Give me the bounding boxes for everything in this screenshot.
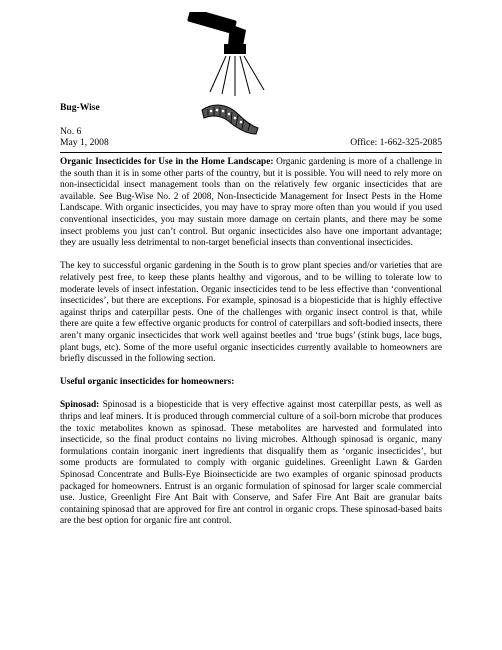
office-phone: Office: 1-662-325-2085 [350,137,442,148]
intro-paragraph [60,157,442,250]
section-heading: Useful organic insecticides for homeowners: [60,377,235,388]
spinosad-text: Spinosad is a biopesticide that is very effective against most caterpillar pests, as well as thrips and leaf miners. It is produced through commercial culture of a soil-born microbe that produces the toxic metabolites known as spinosad. These metabolites are harvested and formulated into insecticide, so the final product contains no living microbes. Although spinosad is organic, many formulations contain inorganic inert ingredients that disqualify them as ‘organic insecticides’, but some products are formulated to comply with organic guidelines. Greenlight Lawn & Garden Spinosad Concentrate and Bulls-Eye Bioinsecticide are two examples of organic spinosad products packaged for homeowners. Entrust is an organic formulation of spinosad for larger scale commercial use. Justice, Greenlight Fire Ant Bait with Conserve, and Safer Fire Ant Bait are granular baits containing spinosad that are approved for fire ant control in organic crops. These spinosad-based baits are the best option for organic fire ant control. [60,400,442,527]
key-paragraph: The key to successful organic gardening in the South is to grow plant species and/or varieties that are relatively pest free, to keep these plants healthy and vigorous, and to be willing to tolerate low to moderate levels of insect infestation. Organic insecticides tend to be less effective than ‘conventional insecticides’, but there are exceptions. For example, spinosad is a biopesticide that is highly effective against thrips and caterpillar pests. One of the challenges with organic insect control is that, while there are quite a few effective organic products for control of caterpillars and soft-bodied insects, there aren’t many organic insecticides that work well against beetles and ‘true bugs’ (stink bugs, lace bugs, plant bugs, etc). Some of the more useful organic insecticides currently available to homeowners are briefly discussed in the following section. [60,261,442,365]
issue-date: May 1, 2008 [60,137,109,148]
date-row [60,137,442,148]
spinosad-paragraph [60,400,442,528]
sprayer-nozzle-icon [180,12,290,100]
header-divider [60,152,442,153]
caterpillar-icon [198,100,262,140]
intro-text: Organic gardening is more of a challenge in the south than it is in some other parts of the country, but it is possible. You will need to rely more on non-insecticidal insect management tools than on the relatively few organic insecticides that are available. See Bug-Wise No. 2 of 2008, Non-Insecticide Management for Insect Pests in the Home Landscape. With organic insecticides, you may have to spray more often than you would if you used conventional insecticides, you may sustain more damage on certain plants, and there may be some insect problems you just can’t control. But organic insecticides also have one important advantage; they are usually less detrimental to non-target beneficial insects than conventional insecticides. [60,157,442,249]
spinosad-lead: Spinosad: [60,400,100,411]
issue-number: No. 6 [60,126,82,137]
intro-lead: Organic Insecticides for Use in the Home Landscape: [60,157,274,167]
article-body [60,157,442,540]
newsletter-title: Bug-Wise [60,102,100,113]
